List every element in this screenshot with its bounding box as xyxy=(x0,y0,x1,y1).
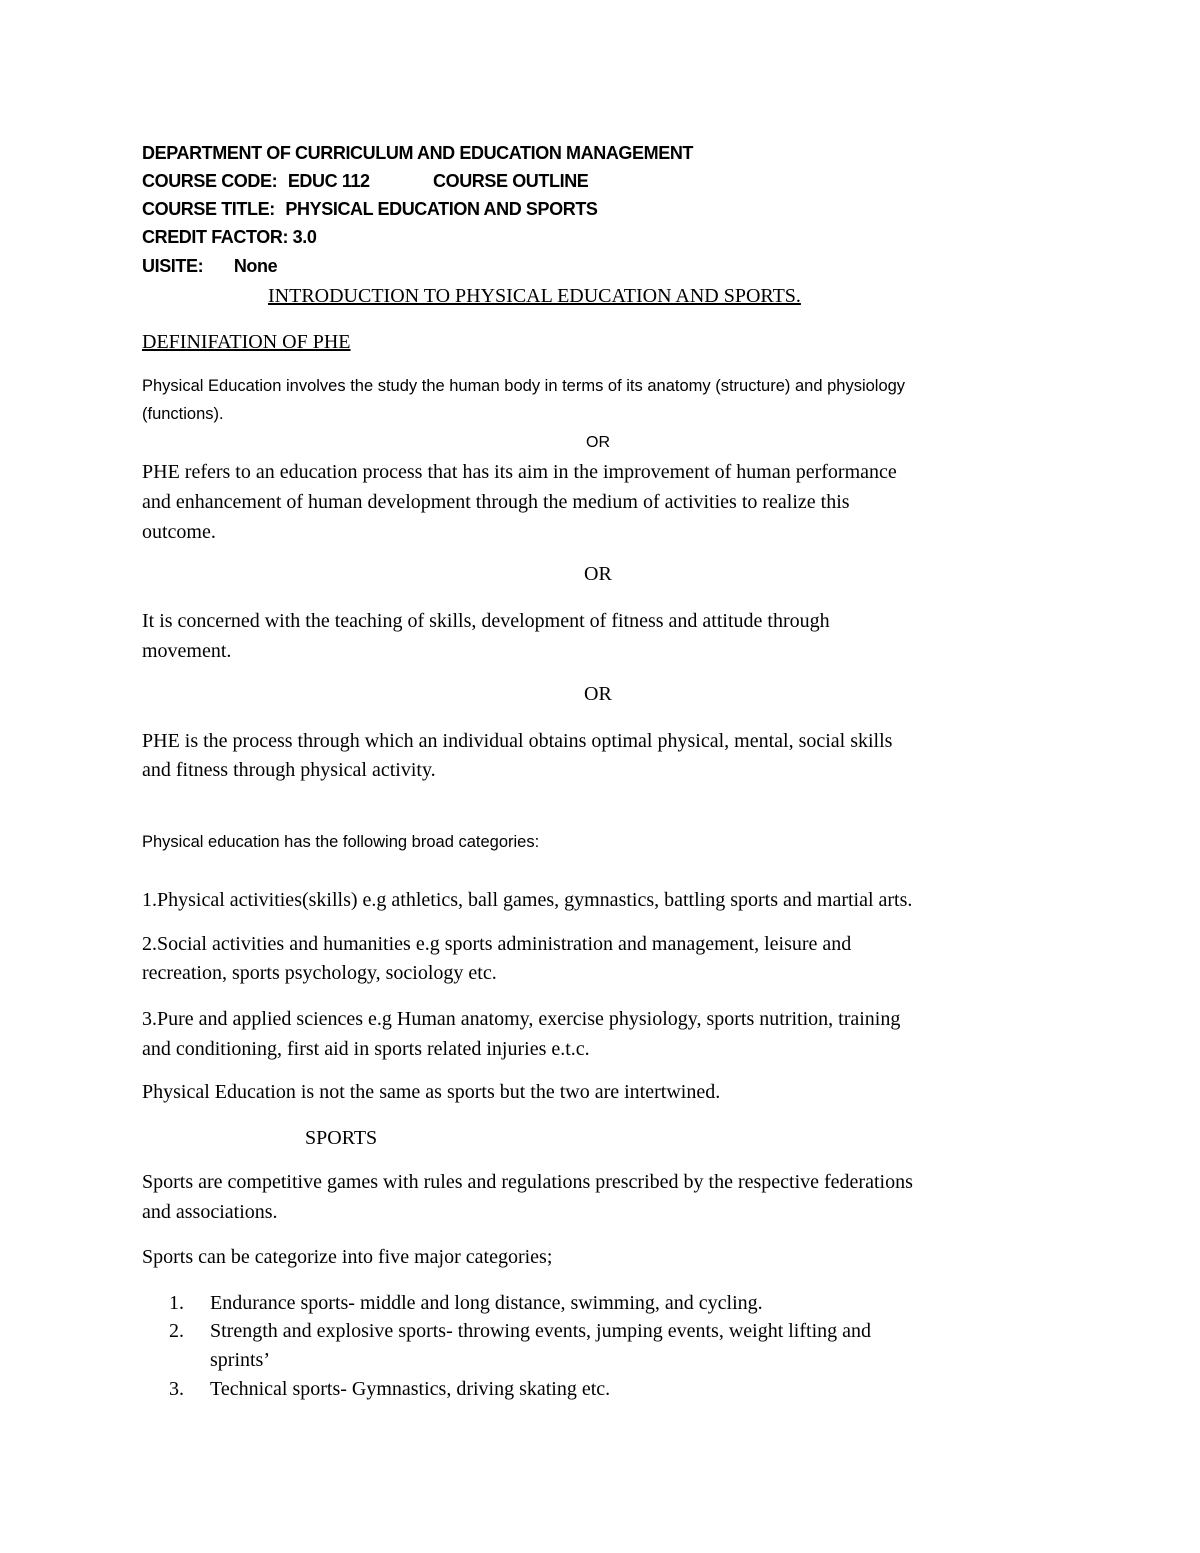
or-separator-1: OR xyxy=(586,434,610,451)
definition-4-line-2: and fitness through physical activity. xyxy=(142,759,436,781)
definition-3-line-1: It is concerned with the teaching of skills, development of fitness and attitude through xyxy=(142,610,830,632)
credit-factor: CREDIT FACTOR: 3.0 xyxy=(142,227,317,247)
or-separator-2: OR xyxy=(584,563,612,585)
course-title-label: COURSE TITLE: xyxy=(142,199,275,219)
sports-list-item xyxy=(160,1316,871,1346)
definition-2-line-3: outcome. xyxy=(142,521,216,543)
category-1: 1.Physical activities(skills) e.g athletics, ball games, gymnastics, battling sports and martial arts. xyxy=(142,889,913,911)
definition-3-line-2: movement. xyxy=(142,640,232,662)
definition-2-line-1: PHE refers to an education process that has its aim in the improvement of human performance xyxy=(142,461,897,483)
pe-not-sports: Physical Education is not the same as sports but the two are intertwined. xyxy=(142,1081,721,1103)
categories-intro: Physical education has the following broad categories: xyxy=(142,833,540,851)
course-code-label: COURSE CODE: xyxy=(142,171,278,191)
course-title-line xyxy=(142,199,598,220)
list-item-text: Strength and explosive sports- throwing events, jumping events, weight lifting and xyxy=(210,1320,872,1342)
category-2-line-1: 2.Social activities and humanities e.g sports administration and management, leisure and xyxy=(142,933,852,955)
definition-1-line-1: Physical Education involves the study the human body in terms of its anatomy (structure) and physiology xyxy=(142,377,906,395)
definition-1-line-2: (functions). xyxy=(142,405,224,423)
list-number: 2. xyxy=(169,1320,184,1342)
course-title-value: PHYSICAL EDUCATION AND SPORTS xyxy=(285,199,598,219)
sports-definition-line-1: Sports are competitive games with rules and regulations prescribed by the respective federations xyxy=(142,1171,913,1193)
department-name: DEPARTMENT OF CURRICULUM AND EDUCATION MANAGEMENT xyxy=(142,143,694,163)
sports-list-item xyxy=(160,1288,763,1318)
course-code-value: EDUC 112 xyxy=(287,171,370,191)
list-number: 3. xyxy=(169,1378,184,1400)
intro-title: INTRODUCTION TO PHYSICAL EDUCATION AND SPORTS. xyxy=(268,285,801,307)
sports-list-item-continuation: sprints’ xyxy=(210,1349,270,1371)
list-number: 1. xyxy=(169,1292,184,1314)
list-item-text: Endurance sports- middle and long distance, swimming, and cycling. xyxy=(210,1292,763,1314)
uisite-line xyxy=(142,256,277,277)
course-code-line xyxy=(142,171,370,192)
course-outline-label: COURSE OUTLINE xyxy=(433,171,589,191)
definition-heading: DEFINIFATION OF PHE xyxy=(142,331,351,353)
sports-categories-intro: Sports can be categorize into five major categories; xyxy=(142,1246,553,1268)
definition-2-line-2: and enhancement of human development through the medium of activities to realize this xyxy=(142,491,850,513)
or-separator-3: OR xyxy=(584,683,612,705)
uisite-label: UISITE: xyxy=(142,256,204,276)
category-3-line-2: and conditioning, first aid in sports related injuries e.t.c. xyxy=(142,1038,590,1060)
category-3-line-1: 3.Pure and applied sciences e.g Human anatomy, exercise physiology, sports nutrition, training xyxy=(142,1008,901,1030)
sports-list-item xyxy=(160,1374,610,1404)
definition-4-line-1: PHE is the process through which an individual obtains optimal physical, mental, social skills xyxy=(142,730,893,752)
category-2-line-2: recreation, sports psychology, sociology etc. xyxy=(142,962,497,984)
list-item-text: Technical sports- Gymnastics, driving skating etc. xyxy=(210,1378,611,1400)
sports-definition-line-2: and associations. xyxy=(142,1201,278,1223)
sports-heading: SPORTS xyxy=(305,1127,378,1149)
uisite-value: None xyxy=(233,256,278,276)
